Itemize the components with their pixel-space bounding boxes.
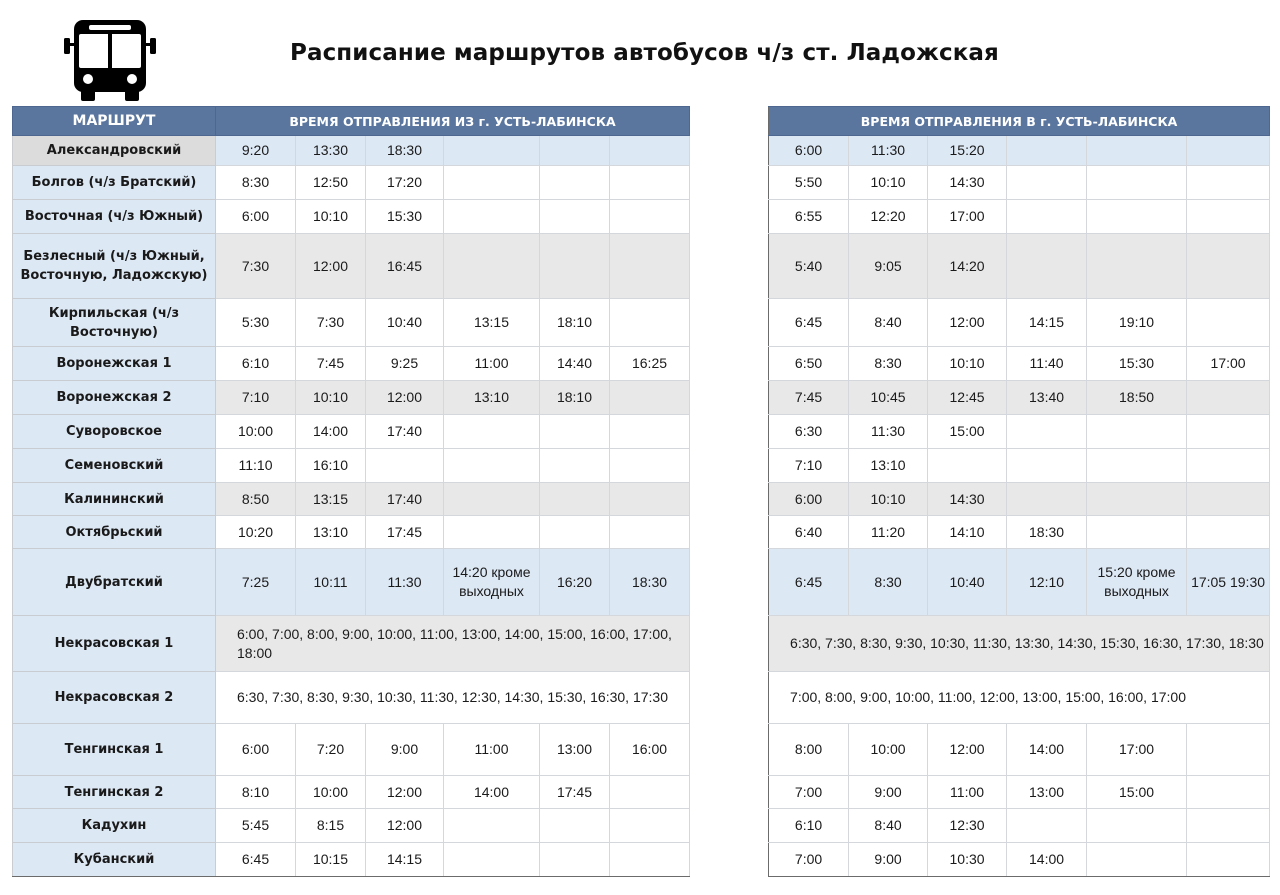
table-row xyxy=(13,200,1270,234)
header-route: МАРШРУТ xyxy=(13,107,216,136)
departure-time-to: 14:15 xyxy=(1007,299,1087,347)
departure-time-from: 18:30 xyxy=(610,549,690,616)
departure-time-from: 12:00 xyxy=(366,809,444,843)
route-name: Восточная (ч/з Южный) xyxy=(13,200,216,234)
departure-time-from: 6:00 xyxy=(216,200,296,234)
column-gap xyxy=(690,200,769,234)
route-name: Кадухин xyxy=(13,809,216,843)
route-name: Тенгинская 1 xyxy=(13,724,216,776)
departure-time-to: 8:30 xyxy=(849,347,928,381)
departure-time-from: 12:50 xyxy=(296,166,366,200)
column-gap xyxy=(690,616,769,672)
table-row xyxy=(13,724,1270,776)
departure-time-to xyxy=(1187,516,1270,549)
departure-time-to xyxy=(1007,200,1087,234)
table-row xyxy=(13,166,1270,200)
departure-time-to: 12:20 xyxy=(849,200,928,234)
departure-time-to xyxy=(1187,415,1270,449)
departure-time-to xyxy=(1187,449,1270,483)
departure-time-to: 15:00 xyxy=(928,415,1007,449)
departure-time-to xyxy=(1087,200,1187,234)
departure-time-from xyxy=(610,415,690,449)
column-gap xyxy=(690,672,769,724)
departure-time-from: 7:20 xyxy=(296,724,366,776)
departure-time-from: 10:20 xyxy=(216,516,296,549)
column-gap xyxy=(690,843,769,877)
column-gap xyxy=(690,724,769,776)
departure-time-to: 13:40 xyxy=(1007,381,1087,415)
table-row xyxy=(13,516,1270,549)
departure-time-to xyxy=(1007,166,1087,200)
table-row xyxy=(13,299,1270,347)
departure-time-to xyxy=(1187,776,1270,809)
departure-time-from: 11:00 xyxy=(444,347,540,381)
departure-time-to xyxy=(1007,809,1087,843)
route-name: Семеновский xyxy=(13,449,216,483)
route-name: Болгов (ч/з Братский) xyxy=(13,166,216,200)
departure-time-to: 10:00 xyxy=(849,724,928,776)
departure-time-to: 15:00 xyxy=(1087,776,1187,809)
departure-time-to xyxy=(1087,449,1187,483)
departure-time-from xyxy=(610,381,690,415)
column-gap xyxy=(690,347,769,381)
departure-time-from xyxy=(366,449,444,483)
departure-time-to xyxy=(928,449,1007,483)
departure-time-from: 14:15 xyxy=(366,843,444,877)
departure-time-to: 10:45 xyxy=(849,381,928,415)
departure-time-from: 17:20 xyxy=(366,166,444,200)
departure-time-from xyxy=(444,516,540,549)
departure-time-to xyxy=(1187,483,1270,516)
departure-time-to: 14:20 xyxy=(928,234,1007,299)
departure-time-to: 6:00 xyxy=(769,136,849,166)
departure-time-to: 6:55 xyxy=(769,200,849,234)
departure-time-from: 17:40 xyxy=(366,483,444,516)
departure-time-to: 9:00 xyxy=(849,776,928,809)
departure-time-to: 15:30 xyxy=(1087,347,1187,381)
departure-time-from: 7:30 xyxy=(296,299,366,347)
departure-time-to xyxy=(1187,166,1270,200)
departure-time-to: 12:30 xyxy=(928,809,1007,843)
departure-time-from: 10:00 xyxy=(296,776,366,809)
departure-time-to: 7:00 xyxy=(769,843,849,877)
departure-time-to: 10:40 xyxy=(928,549,1007,616)
departure-time-from xyxy=(610,200,690,234)
table-row xyxy=(13,776,1270,809)
departure-time-from xyxy=(540,136,610,166)
departure-time-from: 9:20 xyxy=(216,136,296,166)
column-gap xyxy=(690,234,769,299)
departure-times-from: 6:00, 7:00, 8:00, 9:00, 10:00, 11:00, 13:00, 14:00, 15:00, 16:00, 17:00, 18:00 xyxy=(216,616,690,672)
route-name: Александровский xyxy=(13,136,216,166)
column-gap xyxy=(690,449,769,483)
table-row xyxy=(13,616,1270,672)
departure-time-to: 8:40 xyxy=(849,299,928,347)
departure-time-from xyxy=(540,809,610,843)
header-gap xyxy=(690,107,769,136)
departure-times-from: 6:30, 7:30, 8:30, 9:30, 10:30, 11:30, 12:30, 14:30, 15:30, 16:30, 17:30 xyxy=(216,672,690,724)
departure-time-from: 5:30 xyxy=(216,299,296,347)
departure-time-to xyxy=(1187,724,1270,776)
departure-time-from: 12:00 xyxy=(296,234,366,299)
departure-time-from: 13:15 xyxy=(296,483,366,516)
departure-time-from xyxy=(610,516,690,549)
departure-time-from xyxy=(540,449,610,483)
table-row xyxy=(13,483,1270,516)
departure-time-from xyxy=(540,843,610,877)
departure-time-from: 9:00 xyxy=(366,724,444,776)
departure-time-from xyxy=(444,415,540,449)
route-name: Суворовское xyxy=(13,415,216,449)
column-gap xyxy=(690,381,769,415)
header-from-city: ВРЕМЯ ОТПРАВЛЕНИЯ ИЗ г. УСТЬ-ЛАБИНСКА xyxy=(216,107,690,136)
departure-times-to: 6:30, 7:30, 8:30, 9:30, 10:30, 11:30, 13:30, 14:30, 15:30, 16:30, 17:30, 18:30 xyxy=(769,616,1270,672)
departure-time-to: 11:20 xyxy=(849,516,928,549)
table-row xyxy=(13,549,1270,616)
departure-time-from: 11:00 xyxy=(444,724,540,776)
departure-time-to: 13:10 xyxy=(849,449,928,483)
departure-time-to: 7:45 xyxy=(769,381,849,415)
departure-time-to: 12:10 xyxy=(1007,549,1087,616)
departure-time-from: 18:30 xyxy=(366,136,444,166)
route-name: Октябрьский xyxy=(13,516,216,549)
departure-time-to: 8:30 xyxy=(849,549,928,616)
departure-time-from xyxy=(540,415,610,449)
table-row xyxy=(13,809,1270,843)
departure-time-from xyxy=(444,200,540,234)
departure-time-from: 10:11 xyxy=(296,549,366,616)
departure-time-to xyxy=(1007,449,1087,483)
departure-time-from: 18:10 xyxy=(540,299,610,347)
table-row xyxy=(13,415,1270,449)
departure-time-from xyxy=(540,483,610,516)
departure-time-to: 7:10 xyxy=(769,449,849,483)
departure-time-from: 17:45 xyxy=(366,516,444,549)
page-title: Расписание маршрутов автобусов ч/з ст. Ладожская xyxy=(290,40,999,66)
departure-time-from: 10:40 xyxy=(366,299,444,347)
departure-time-to xyxy=(1187,200,1270,234)
departure-time-to xyxy=(1087,483,1187,516)
table-row xyxy=(13,672,1270,724)
departure-time-from: 5:45 xyxy=(216,809,296,843)
departure-time-to xyxy=(1187,381,1270,415)
departure-time-to: 14:00 xyxy=(1007,724,1087,776)
column-gap xyxy=(690,776,769,809)
departure-time-from xyxy=(540,234,610,299)
departure-time-from xyxy=(444,843,540,877)
departure-time-from xyxy=(540,200,610,234)
route-name: Безлесный (ч/з Южный, Восточную, Ладожскую) xyxy=(13,234,216,299)
departure-time-to xyxy=(1087,415,1187,449)
departure-time-from: 8:30 xyxy=(216,166,296,200)
departure-time-from xyxy=(444,136,540,166)
column-gap xyxy=(690,415,769,449)
departure-time-to xyxy=(1187,234,1270,299)
route-name: Воронежская 2 xyxy=(13,381,216,415)
column-gap xyxy=(690,299,769,347)
departure-time-to: 10:10 xyxy=(849,483,928,516)
departure-time-from: 10:10 xyxy=(296,381,366,415)
departure-time-to: 17:05 19:30 xyxy=(1187,549,1270,616)
departure-time-from: 8:10 xyxy=(216,776,296,809)
route-name: Некрасовская 2 xyxy=(13,672,216,724)
table-row xyxy=(13,234,1270,299)
departure-time-from: 6:45 xyxy=(216,843,296,877)
departure-time-to: 6:00 xyxy=(769,483,849,516)
departure-time-to: 18:30 xyxy=(1007,516,1087,549)
departure-time-to: 17:00 xyxy=(928,200,1007,234)
departure-time-to: 17:00 xyxy=(1087,724,1187,776)
departure-time-to xyxy=(1087,843,1187,877)
departure-time-from: 7:25 xyxy=(216,549,296,616)
departure-time-to xyxy=(1187,299,1270,347)
departure-time-from: 16:00 xyxy=(610,724,690,776)
departure-time-from: 11:30 xyxy=(366,549,444,616)
route-name: Некрасовская 1 xyxy=(13,616,216,672)
departure-time-from xyxy=(610,234,690,299)
departure-time-from: 8:15 xyxy=(296,809,366,843)
table-row xyxy=(13,136,1270,166)
departure-time-to: 14:00 xyxy=(1007,843,1087,877)
departure-time-to xyxy=(1087,516,1187,549)
departure-time-from: 16:45 xyxy=(366,234,444,299)
departure-time-from: 10:10 xyxy=(296,200,366,234)
departure-time-to: 14:30 xyxy=(928,166,1007,200)
departure-time-to xyxy=(1087,136,1187,166)
departure-time-to: 15:20 xyxy=(928,136,1007,166)
departure-time-to: 8:40 xyxy=(849,809,928,843)
departure-time-to: 8:00 xyxy=(769,724,849,776)
departure-time-from xyxy=(444,234,540,299)
departure-time-from: 10:00 xyxy=(216,415,296,449)
table-row xyxy=(13,843,1270,877)
departure-time-from: 13:30 xyxy=(296,136,366,166)
route-name: Тенгинская 2 xyxy=(13,776,216,809)
departure-time-from xyxy=(610,136,690,166)
departure-time-from: 7:30 xyxy=(216,234,296,299)
column-gap xyxy=(690,136,769,166)
departure-time-from: 16:20 xyxy=(540,549,610,616)
departure-time-to: 6:45 xyxy=(769,549,849,616)
departure-time-to: 7:00 xyxy=(769,776,849,809)
bus-icon xyxy=(62,18,158,102)
departure-time-from xyxy=(610,299,690,347)
departure-time-from: 13:00 xyxy=(540,724,610,776)
departure-time-to xyxy=(1007,483,1087,516)
departure-time-to: 12:00 xyxy=(928,724,1007,776)
departure-time-from: 16:25 xyxy=(610,347,690,381)
table-row xyxy=(13,449,1270,483)
departure-time-from: 12:00 xyxy=(366,776,444,809)
departure-time-to: 19:10 xyxy=(1087,299,1187,347)
departure-time-from xyxy=(610,843,690,877)
departure-time-from: 14:00 xyxy=(296,415,366,449)
departure-time-to: 6:30 xyxy=(769,415,849,449)
route-name: Калининский xyxy=(13,483,216,516)
departure-time-to xyxy=(1087,809,1187,843)
departure-time-from xyxy=(540,516,610,549)
departure-time-to: 6:45 xyxy=(769,299,849,347)
departure-time-from xyxy=(444,449,540,483)
departure-time-to: 13:00 xyxy=(1007,776,1087,809)
departure-time-from xyxy=(444,166,540,200)
column-gap xyxy=(690,483,769,516)
departure-time-from: 10:15 xyxy=(296,843,366,877)
departure-time-to: 6:10 xyxy=(769,809,849,843)
departure-time-to: 10:10 xyxy=(849,166,928,200)
departure-time-from: 15:30 xyxy=(366,200,444,234)
departure-time-from: 7:45 xyxy=(296,347,366,381)
departure-time-from: 6:00 xyxy=(216,724,296,776)
departure-time-from: 7:10 xyxy=(216,381,296,415)
departure-time-from: 6:10 xyxy=(216,347,296,381)
departure-time-from xyxy=(444,809,540,843)
departure-time-to xyxy=(1187,136,1270,166)
departure-time-to: 15:20 кроме выходных xyxy=(1087,549,1187,616)
departure-time-to: 12:45 xyxy=(928,381,1007,415)
departure-times-to: 7:00, 8:00, 9:00, 10:00, 11:00, 12:00, 13:00, 15:00, 16:00, 17:00 xyxy=(769,672,1270,724)
departure-time-to: 6:50 xyxy=(769,347,849,381)
departure-time-from xyxy=(610,449,690,483)
departure-time-from: 17:40 xyxy=(366,415,444,449)
departure-time-to: 5:40 xyxy=(769,234,849,299)
departure-time-to xyxy=(1187,809,1270,843)
departure-time-to: 5:50 xyxy=(769,166,849,200)
table-row xyxy=(13,347,1270,381)
departure-time-to: 14:10 xyxy=(928,516,1007,549)
departure-time-from: 17:45 xyxy=(540,776,610,809)
header-to-city: ВРЕМЯ ОТПРАВЛЕНИЯ В г. УСТЬ-ЛАБИНСКА xyxy=(769,107,1270,136)
departure-time-from xyxy=(610,809,690,843)
departure-time-from: 8:50 xyxy=(216,483,296,516)
column-gap xyxy=(690,809,769,843)
departure-time-from: 16:10 xyxy=(296,449,366,483)
departure-time-to: 9:00 xyxy=(849,843,928,877)
departure-time-from xyxy=(444,483,540,516)
departure-time-to: 11:30 xyxy=(849,136,928,166)
departure-time-to: 11:30 xyxy=(849,415,928,449)
departure-time-to: 12:00 xyxy=(928,299,1007,347)
departure-time-from xyxy=(610,166,690,200)
departure-time-to: 14:30 xyxy=(928,483,1007,516)
departure-time-to: 10:10 xyxy=(928,347,1007,381)
departure-time-from: 13:15 xyxy=(444,299,540,347)
route-name: Кубанский xyxy=(13,843,216,877)
departure-time-from xyxy=(610,483,690,516)
departure-time-from: 14:00 xyxy=(444,776,540,809)
departure-time-to: 10:30 xyxy=(928,843,1007,877)
departure-time-to: 17:00 xyxy=(1187,347,1270,381)
departure-time-to: 6:40 xyxy=(769,516,849,549)
departure-time-from: 13:10 xyxy=(296,516,366,549)
departure-time-to: 11:00 xyxy=(928,776,1007,809)
departure-time-from: 13:10 xyxy=(444,381,540,415)
departure-time-from: 12:00 xyxy=(366,381,444,415)
column-gap xyxy=(690,549,769,616)
route-name: Воронежская 1 xyxy=(13,347,216,381)
header-row xyxy=(13,107,1270,136)
departure-time-to xyxy=(1007,415,1087,449)
departure-time-from xyxy=(610,776,690,809)
departure-time-to: 11:40 xyxy=(1007,347,1087,381)
departure-time-to xyxy=(1007,136,1087,166)
departure-time-from: 14:20 кроме выходных xyxy=(444,549,540,616)
table-row xyxy=(13,381,1270,415)
departure-time-from: 18:10 xyxy=(540,381,610,415)
schedule-table xyxy=(12,106,1270,877)
departure-time-to xyxy=(1007,234,1087,299)
departure-time-to xyxy=(1087,166,1187,200)
route-name: Двубратский xyxy=(13,549,216,616)
departure-time-from xyxy=(540,166,610,200)
departure-time-to xyxy=(1087,234,1187,299)
departure-time-to: 18:50 xyxy=(1087,381,1187,415)
departure-time-to: 9:05 xyxy=(849,234,928,299)
route-name: Кирпильская (ч/з Восточную) xyxy=(13,299,216,347)
departure-time-to xyxy=(1187,843,1270,877)
departure-time-from: 11:10 xyxy=(216,449,296,483)
column-gap xyxy=(690,516,769,549)
column-gap xyxy=(690,166,769,200)
departure-time-from: 9:25 xyxy=(366,347,444,381)
departure-time-from: 14:40 xyxy=(540,347,610,381)
